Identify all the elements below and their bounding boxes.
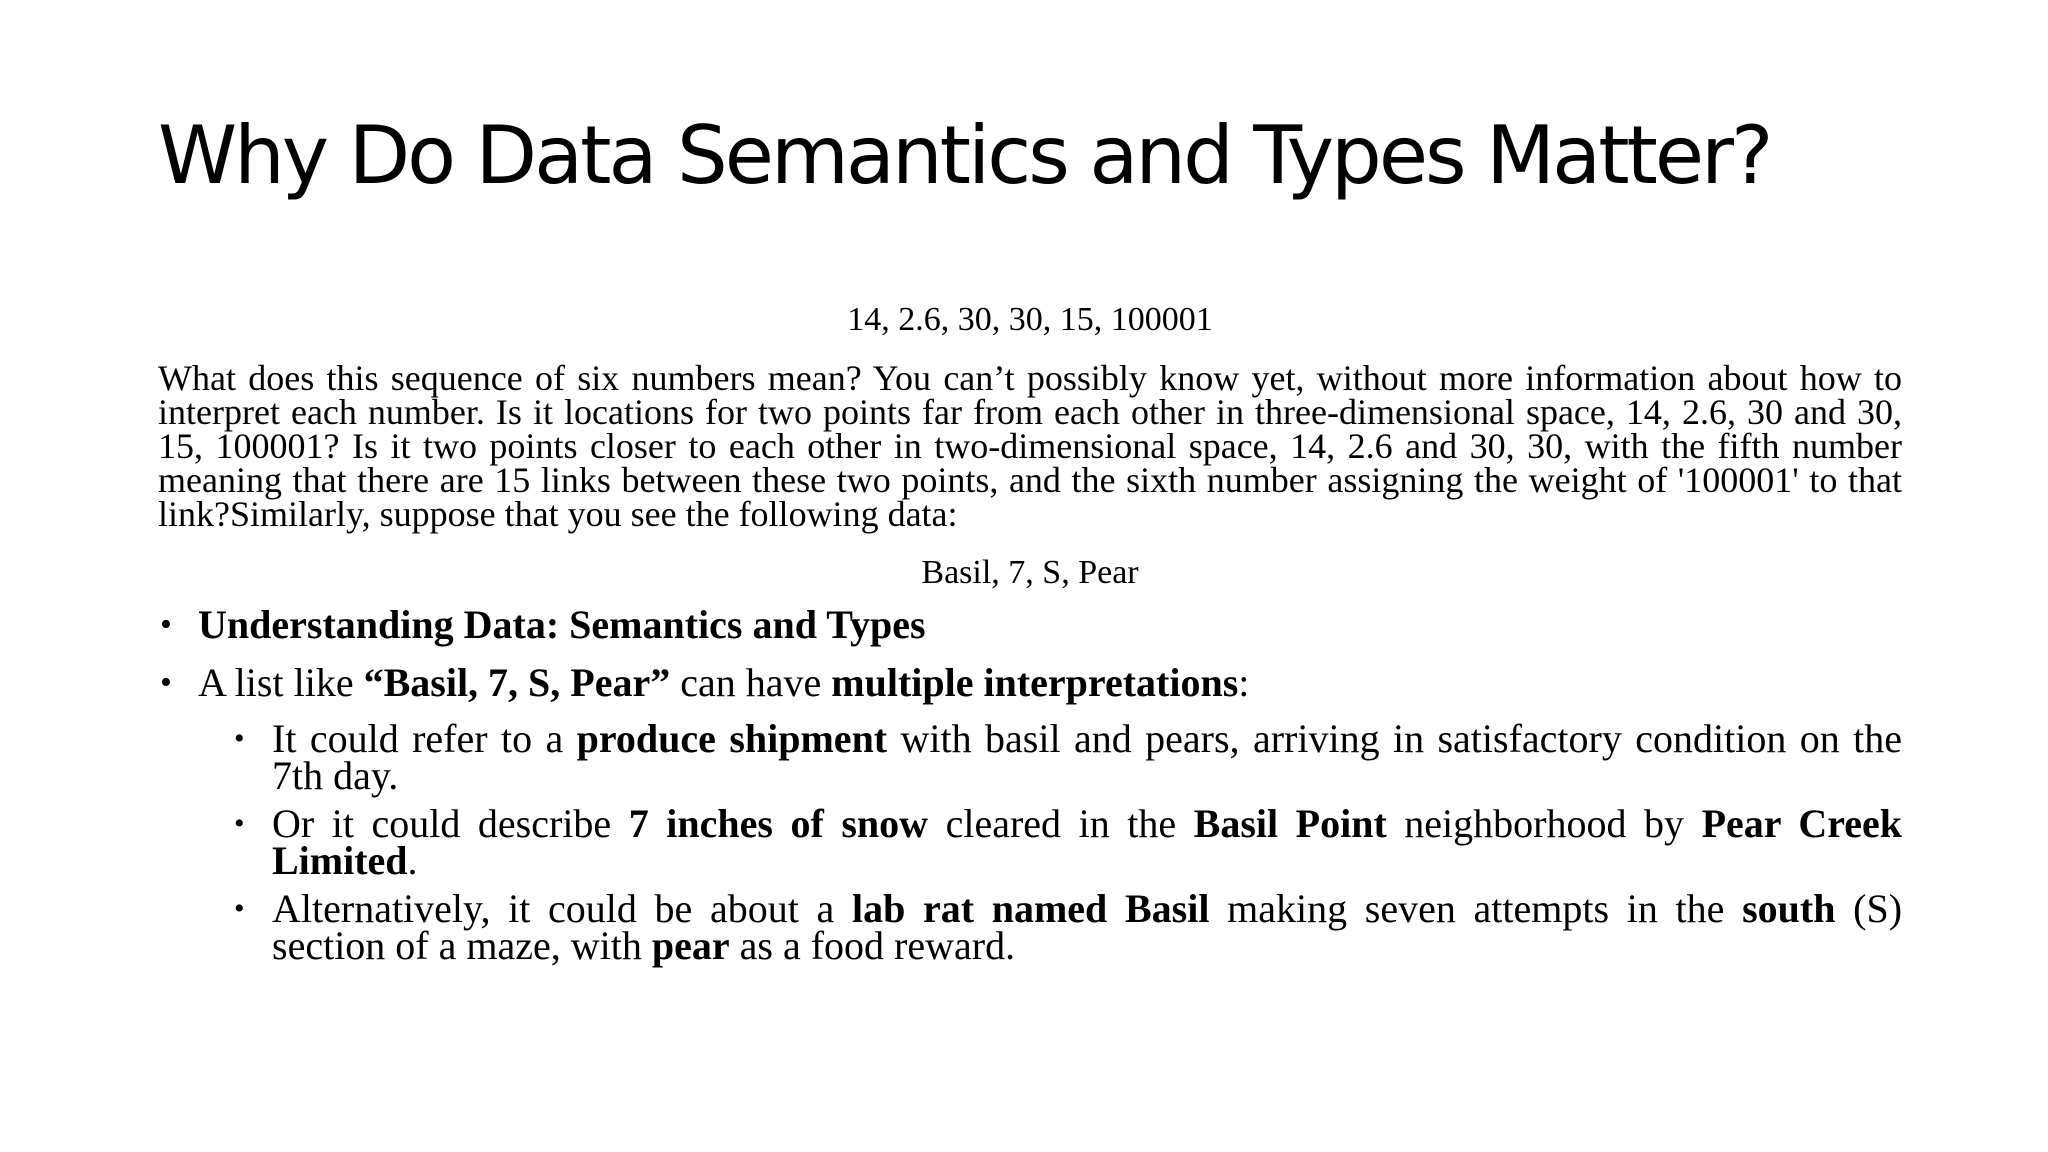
bullet-item-interpretations [158, 659, 1903, 968]
sub-bullet-text: cleared in the [928, 800, 1194, 846]
bullet-dot-icon: • [234, 721, 245, 755]
bullet-text: A list like [198, 659, 364, 705]
sub-bullet-item-produce [234, 715, 1903, 798]
bullet-bold-text: “Basil, 7, S, Pear” [363, 659, 671, 705]
sub-bullet-bold-text: produce shipment [576, 715, 888, 761]
bullet-text: can have [670, 659, 832, 705]
sub-bullet-bold-text: 7 inches of snow [628, 800, 929, 846]
number-sequence: 14, 2.6, 30, 30, 15, 100001 [847, 301, 1213, 338]
bullet-item-heading [158, 601, 1902, 647]
sub-bullet-text: Or it could describe [272, 800, 629, 846]
bullet-dot-icon: • [234, 806, 245, 840]
sub-bullet-text: making seven attempts in the [1209, 885, 1743, 931]
bullet-text: : [1238, 659, 1250, 705]
intro-paragraph: What does this sequence of six numbers mean? You can’t possibly know yet, without more information about how to interpret each number. Is it locations for two points far from each other in three-dimensional space, 14, 2.6, 30 and 30, 15, 100001? Is it two points closer to each other in two-dimensional space, 14, 2.6 and 30, 30, with the fifth number meaning that there are 15 links between these two points, and the sixth number assigning the weight of '100001' to that link?Similarly, suppose that you see the following data: [158, 357, 1902, 534]
sub-bullet-text: as a food reward. [729, 922, 1016, 968]
sub-bullet-text: (S) section of a maze, with [272, 885, 1903, 968]
bullet-bold-text: multiple interpretations [831, 659, 1239, 705]
slide-title: Why Do Data Semantics and Types Matter? [158, 109, 1771, 202]
bullet-dot-icon: • [234, 891, 245, 925]
sub-bullet-item-snow [234, 800, 1903, 883]
sub-bullet-text: Alternatively, it could be about a [272, 885, 852, 931]
sub-bullet-bold-text: Basil Point [1193, 800, 1387, 846]
sub-bullet-text: neighborhood by [1386, 800, 1702, 846]
bullet-heading-text: Understanding Data: Semantics and Types [198, 601, 926, 647]
sub-bullet-bold-text: Pear Creek Limited [272, 800, 1903, 883]
sub-bullet-text: with basil and pears, arriving in satisfactory condition on the 7th day. [272, 715, 1903, 798]
sub-bullet-bold-text: lab rat named Basil [851, 885, 1210, 931]
bullet-list [158, 601, 1903, 968]
sub-bullet-list [234, 715, 1903, 968]
sub-bullet-item-lab-rat [234, 885, 1903, 968]
sub-bullet-bold-text: south [1742, 885, 1836, 931]
sub-bullet-bold-text: pear [651, 922, 730, 968]
sub-bullet-text: It could refer to a [272, 715, 577, 761]
slide-body [158, 300, 1902, 984]
sub-bullet-text: . [407, 837, 418, 883]
example-data: Basil, 7, S, Pear [921, 553, 1139, 591]
bullet-dot-icon: • [160, 663, 172, 701]
bullet-dot-icon: • [160, 605, 172, 643]
